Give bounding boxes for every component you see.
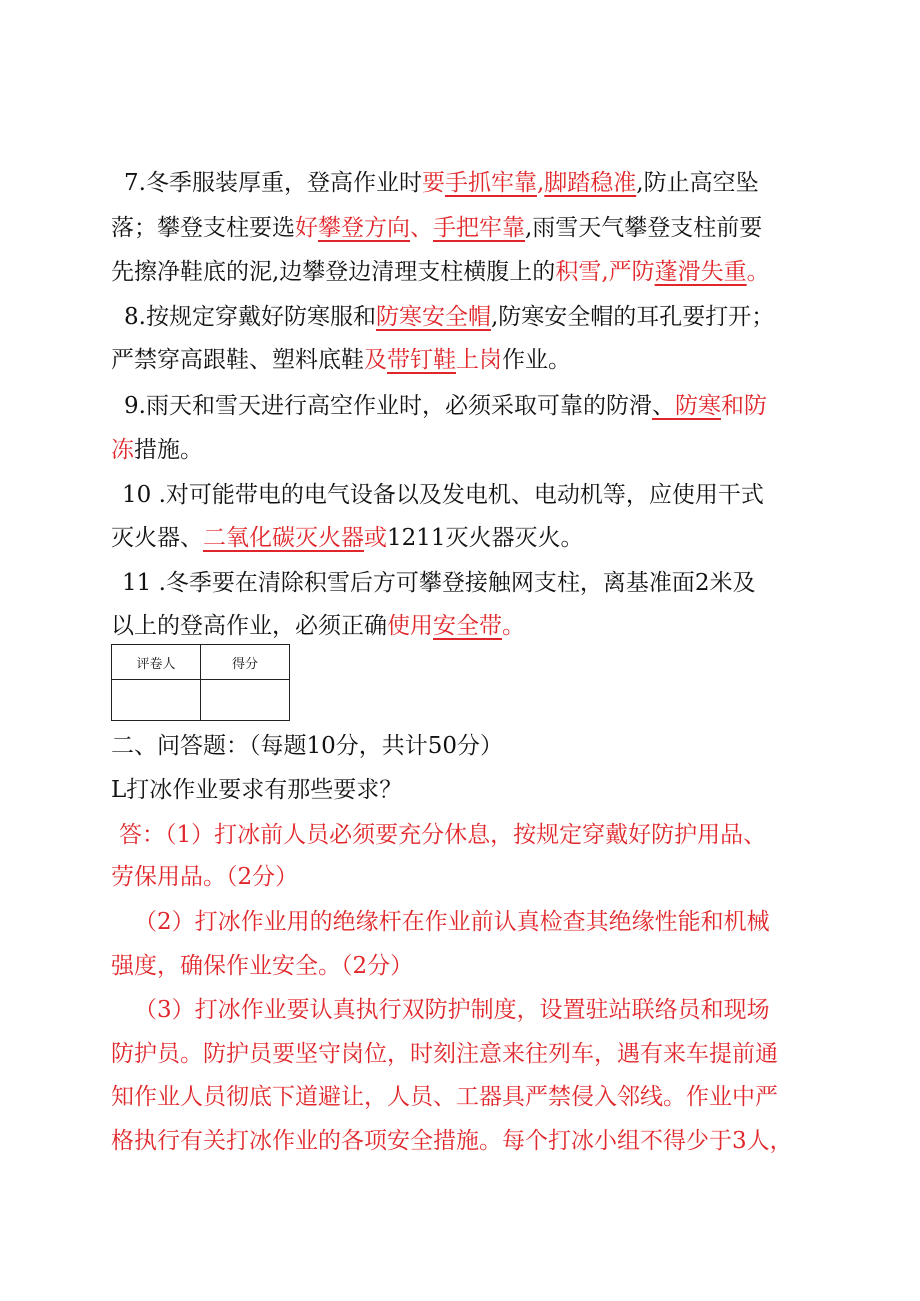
answer-3-line-4: 格执行有关打冰作业的各项安全措施。每个打冰小组不得少于3人， [111,1128,793,1154]
grader-header: 评卷人 [112,645,201,680]
answer-3-line-2: 防护员。防护员要坚守岗位，时刻注意来往列车，遇有来车提前通 [111,1041,778,1067]
answer-2-line-2: 强度，确保作业安全。（2分） [111,953,414,979]
q8-line-2: 严禁穿高跟鞋、塑料底鞋及带钉鞋上岗作业。 [111,347,571,373]
q8-line-1: 8.按规定穿戴好防寒服和防寒安全帽,防寒安全帽的耳孔要打开； [124,304,775,330]
score-cell[interactable] [201,680,290,721]
q9-line-2: 冻措施。 [111,437,203,463]
score-header: 得分 [201,645,290,680]
q9-line-1: 9.雨天和雪天进行高空作业时，必须采取可靠的防滑、防寒和防 [124,393,767,419]
answer-3-line-1: （3）打冰作业要认真执行双防护制度，设置驻站联络员和现场 [134,997,770,1023]
q10-line-1: 10 .对可能带电的电气设备以及发电机、电动机等，应使用干式 [122,482,764,508]
q11-line-2: 以上的登高作业，必须正确使用安全带。 [111,613,525,639]
q7-line-2: 落；攀登支柱要选好攀登方向、手把牢靠,雨雪天气攀登支柱前要 [111,215,763,241]
question-1: L打冰作业要求有那些要求？ [111,777,403,803]
answer-1-line-1: 答：（1）打冰前人员必须要充分休息，按规定穿戴好防护用品、 [119,822,767,848]
section-title: 二、问答题：（每题10分，共计50分） [111,733,504,759]
grader-cell[interactable] [112,680,201,721]
answer-1-line-2: 劳保用品。（2分） [111,864,299,890]
q11-line-1: 11 .冬季要在清除积雪后方可攀登接触网支柱，离基准面2米及 [122,570,756,596]
q7-line-3: 先擦净鞋底的泥,边攀登边清理支柱横腹上的积雪,严防蓬滑失重。 [111,259,770,285]
score-table [111,644,290,721]
answer-2-line-1: （2）打冰作业用的绝缘杆在作业前认真检查其绝缘性能和机械 [134,909,770,935]
q7-line-1: 7.冬季服装厚重，登高作业时要手抓牢靠,脚踏稳准,防止高空坠 [124,170,759,196]
answer-3-line-3: 知作业人员彻底下道避让，人员、工器具严禁侵入邻线。作业中严 [111,1084,778,1110]
q10-line-2: 灭火器、二氧化碳灭火器或1211灭火器灭火。 [111,525,584,551]
